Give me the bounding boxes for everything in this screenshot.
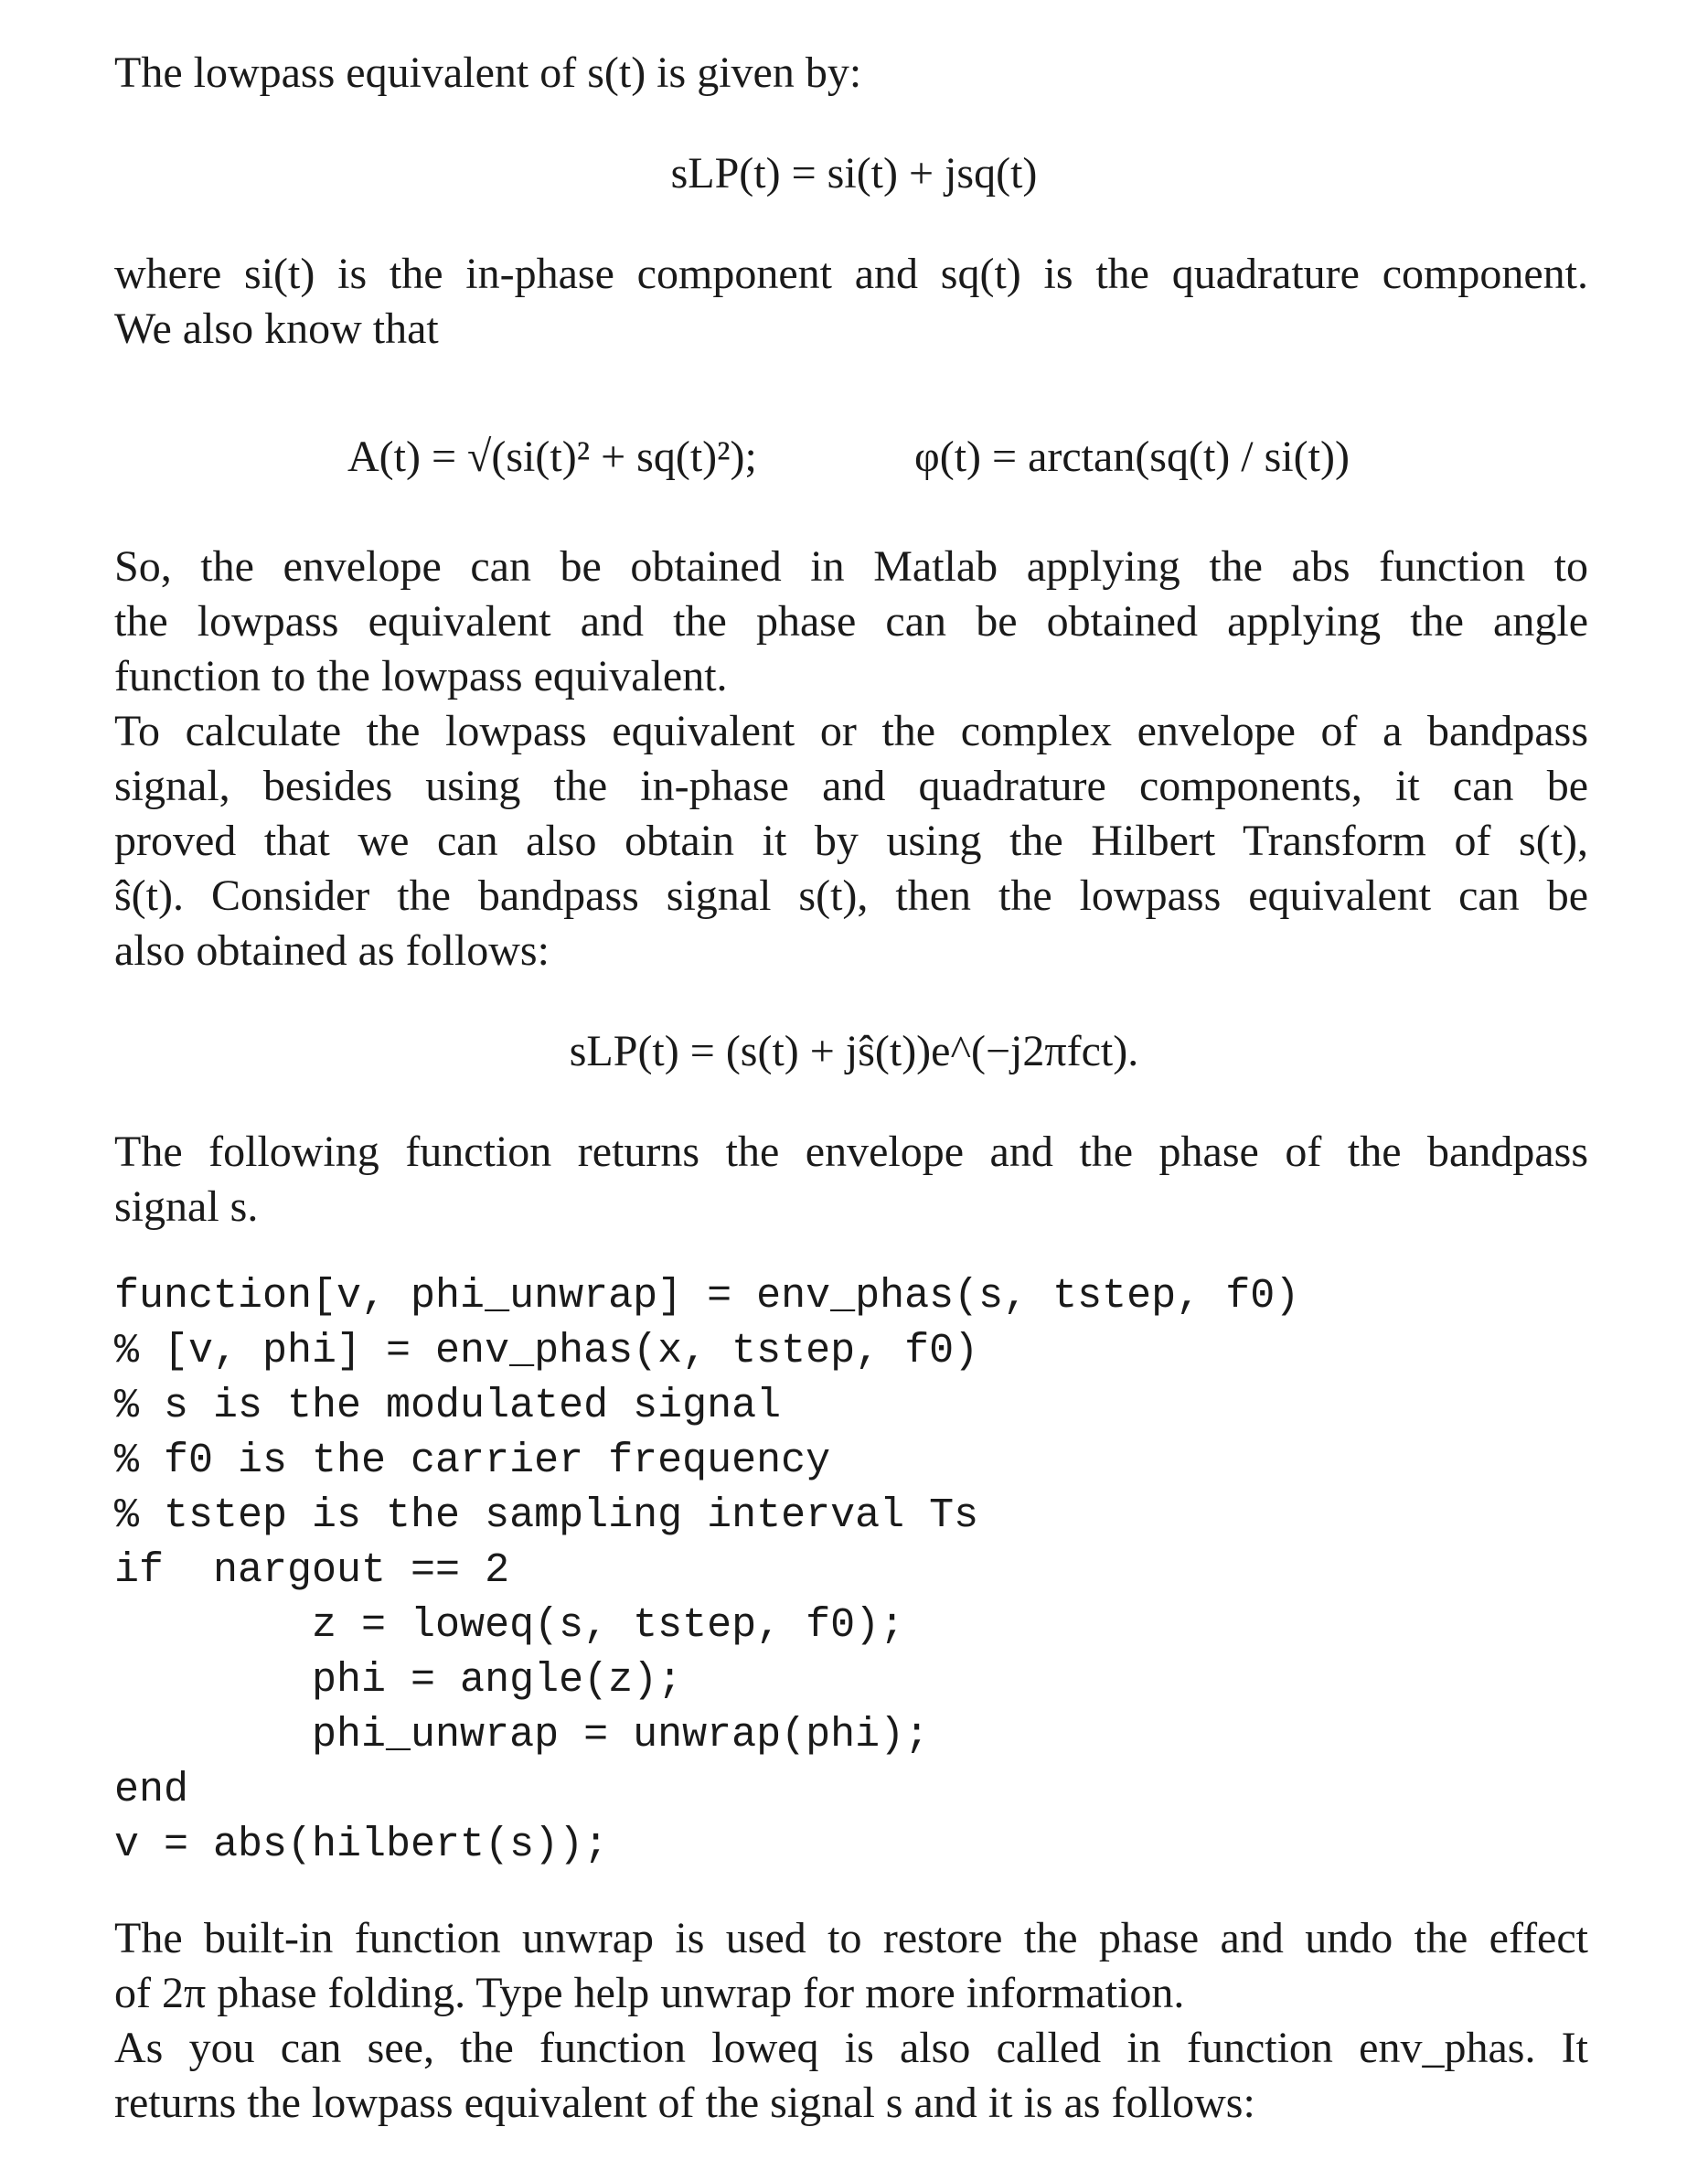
hilbert-paragraph-line4 — [114, 869, 1588, 924]
amplitude-formula: A(t) = √(si(t)² + sq(t)²); — [347, 433, 757, 481]
envelope-paragraph-line1 — [114, 540, 1588, 594]
code-line: % f0 is the carrier frequency — [114, 1438, 831, 1484]
code-line: z = loweq(s, tstep, f0); — [114, 1602, 905, 1649]
envelope-line: So, the envelope can be obtained in Matlab applying the abs function to — [114, 542, 1588, 591]
unwrap-paragraph-line2 — [114, 1966, 1588, 2021]
intro-paragraph — [114, 46, 1588, 101]
unwrap-paragraph-line3 — [114, 2021, 1588, 2076]
code-line: % tstep is the sampling interval Ts — [114, 1492, 979, 1539]
hilbert-paragraph-line2 — [114, 759, 1588, 814]
unwrap-paragraph-line4 — [114, 2076, 1588, 2131]
code-line: v = abs(hilbert(s)); — [114, 1822, 609, 1868]
equation-hilbert-lowpass — [0, 1024, 1708, 1079]
hilbert-line: proved that we can also obtain it by using the Hilbert Transform of s(t), — [114, 817, 1588, 865]
code-line: % s is the modulated signal — [114, 1383, 782, 1429]
hilbert-line: ŝ(t). Consider the bandpass signal s(t), then the lowpass equivalent can be — [114, 871, 1588, 920]
component-definition-line1 — [114, 247, 1588, 302]
unwrap-line: of 2π phase folding. Type help unwrap for more information. — [114, 1969, 1185, 2017]
equation-amplitude — [347, 430, 757, 485]
hilbert-paragraph-line5 — [114, 924, 1588, 978]
envelope-line: function to the lowpass equivalent. — [114, 652, 728, 700]
function-intro-text: The following function returns the envelope and the phase of the bandpass — [114, 1128, 1588, 1176]
hilbert-paragraph-line3 — [114, 814, 1588, 869]
function-intro-text: signal s. — [114, 1182, 259, 1231]
code-line: phi_unwrap = unwrap(phi); — [114, 1712, 930, 1758]
envelope-line: the lowpass equivalent and the phase can be obtained applying the angle — [114, 597, 1588, 646]
code-line: if nargout == 2 — [114, 1547, 510, 1594]
function-intro-line2 — [114, 1180, 1588, 1235]
envelope-paragraph-line2 — [114, 594, 1588, 649]
envelope-paragraph-line3 — [114, 649, 1588, 704]
intro-text: The lowpass equivalent of s(t) is given by: — [114, 48, 862, 97]
unwrap-line: returns the lowpass equivalent of the signal s and it is as follows: — [114, 2079, 1255, 2127]
unwrap-paragraph-line1 — [114, 1911, 1588, 1966]
code-line: function[v, phi_unwrap] = env_phas(s, tstep, f0) — [114, 1273, 1300, 1320]
equation-lowpass-equivalent — [0, 146, 1708, 201]
code-line: end — [114, 1767, 189, 1813]
code-line: phi = angle(z); — [114, 1657, 683, 1704]
component-definition-text: where si(t) is the in-phase component and sq(t) is the quadrature component. — [114, 250, 1588, 298]
unwrap-line: As you can see, the function loweq is also called in function env_phas. It — [114, 2024, 1588, 2072]
equation-lowpass-text: sLP(t) = si(t) + jsq(t) — [670, 149, 1038, 198]
component-definition-line2 — [114, 302, 1588, 357]
phase-formula: φ(t) = arctan(sq(t) / si(t)) — [914, 433, 1350, 481]
hilbert-line: To calculate the lowpass equivalent or the complex envelope of a bandpass — [114, 707, 1588, 755]
function-intro-line1 — [114, 1125, 1588, 1180]
hilbert-line: also obtained as follows: — [114, 926, 550, 975]
equation-amplitude-phase — [347, 402, 1445, 530]
we-also-know-text: We also know that — [114, 305, 439, 353]
hilbert-paragraph-line1 — [114, 704, 1588, 759]
equation-phase — [914, 430, 1350, 485]
hilbert-line: signal, besides using the in-phase and quadrature components, it can be — [114, 762, 1588, 810]
code-line: % [v, phi] = env_phas(x, tstep, f0) — [114, 1328, 979, 1374]
equation-hilbert-text: sLP(t) = (s(t) + jŝ(t))e^(−j2πfct). — [569, 1027, 1139, 1075]
unwrap-line: The built-in function unwrap is used to restore the phase and undo the effect — [114, 1914, 1588, 1962]
